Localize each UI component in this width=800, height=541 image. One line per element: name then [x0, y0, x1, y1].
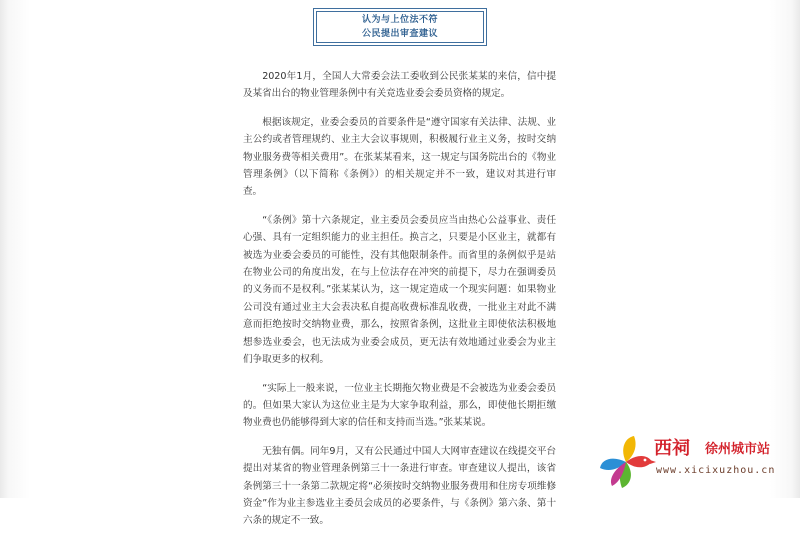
site-url: www.xicixuzhou.cn [656, 465, 776, 476]
site-brand-name: 西祠 [654, 438, 690, 459]
site-city-name: 徐州城市站 [705, 442, 771, 457]
paragraph-5: 无独有偶。同年9月，又有公民通过中国人大网审查建议在线提交平台提出对某省的物业管理条例第三十一条进行审查。审查建议人提出，该省条例第三十一条第二款规定将“必须按时交纳物业服务费用和住房专项维修资金”作为业主参选业主委员会成员的必要条件，与《条例》第六条、第十六条的规定不一致。 [243, 445, 556, 527]
article-body [243, 68, 556, 541]
site-watermark-logo [598, 432, 798, 496]
paragraph-1: 2020年1月，全国人大常委会法工委收到公民张某某的来信，信中提及某省出台的物业管理条例中有关竞选业委会委员资格的规定。 [243, 71, 556, 100]
pinwheel-logo-icon [598, 432, 656, 496]
paragraph-4: “实际上一般来说，一位业主长期拖欠物业费是不会被选为业委会委员的。但如果大家认为这位业主是为大家争取利益，那么，即使他长期拒缴物业费也仍能够得到大家的信任和支持而当选。”张某某说。 [243, 382, 556, 429]
headline-line-1: 认为与上位法不符 [361, 15, 438, 25]
headline-box [313, 8, 487, 46]
headline-line-2: 公民提出审查建议 [361, 29, 438, 39]
paragraph-2: 根据该规定，业委会委员的首要条件是“遵守国家有关法律、法规、业主公约或者管理规约、业主大会议事规则，积极履行业主义务，按时交纳物业服务费等相关费用”。在张某某看来，这一规定与国务院出台的《物业管理条例》（以下简称《条例》）的相关规定并不一致，建议对其进行审查。 [243, 116, 556, 198]
paragraph-3: “《条例》第十六条规定，业主委员会委员应当由热心公益事业、责任心强、具有一定组织能力的业主担任。换言之，只要是小区业主，就都有被选为业委会委员的可能性，没有其他限制条件。而省里的条例似乎是站在物业公司的角度出发，在与上位法存在冲突的前提下，尽力在强调委员的义务而不是权利。”张某某认为，这一规定造成一个现实问题：如果物业公司没有通过业主大会表决私自提高收费标准乱收费，一批业主对此不满意而拒绝按时交纳物业费，那么，按照省条例，这批业主即使依法积极地想参选业委会，也无法成为业委会成员，更无法有效地通过业委会为业主们争取更多的权利。 [243, 214, 556, 366]
